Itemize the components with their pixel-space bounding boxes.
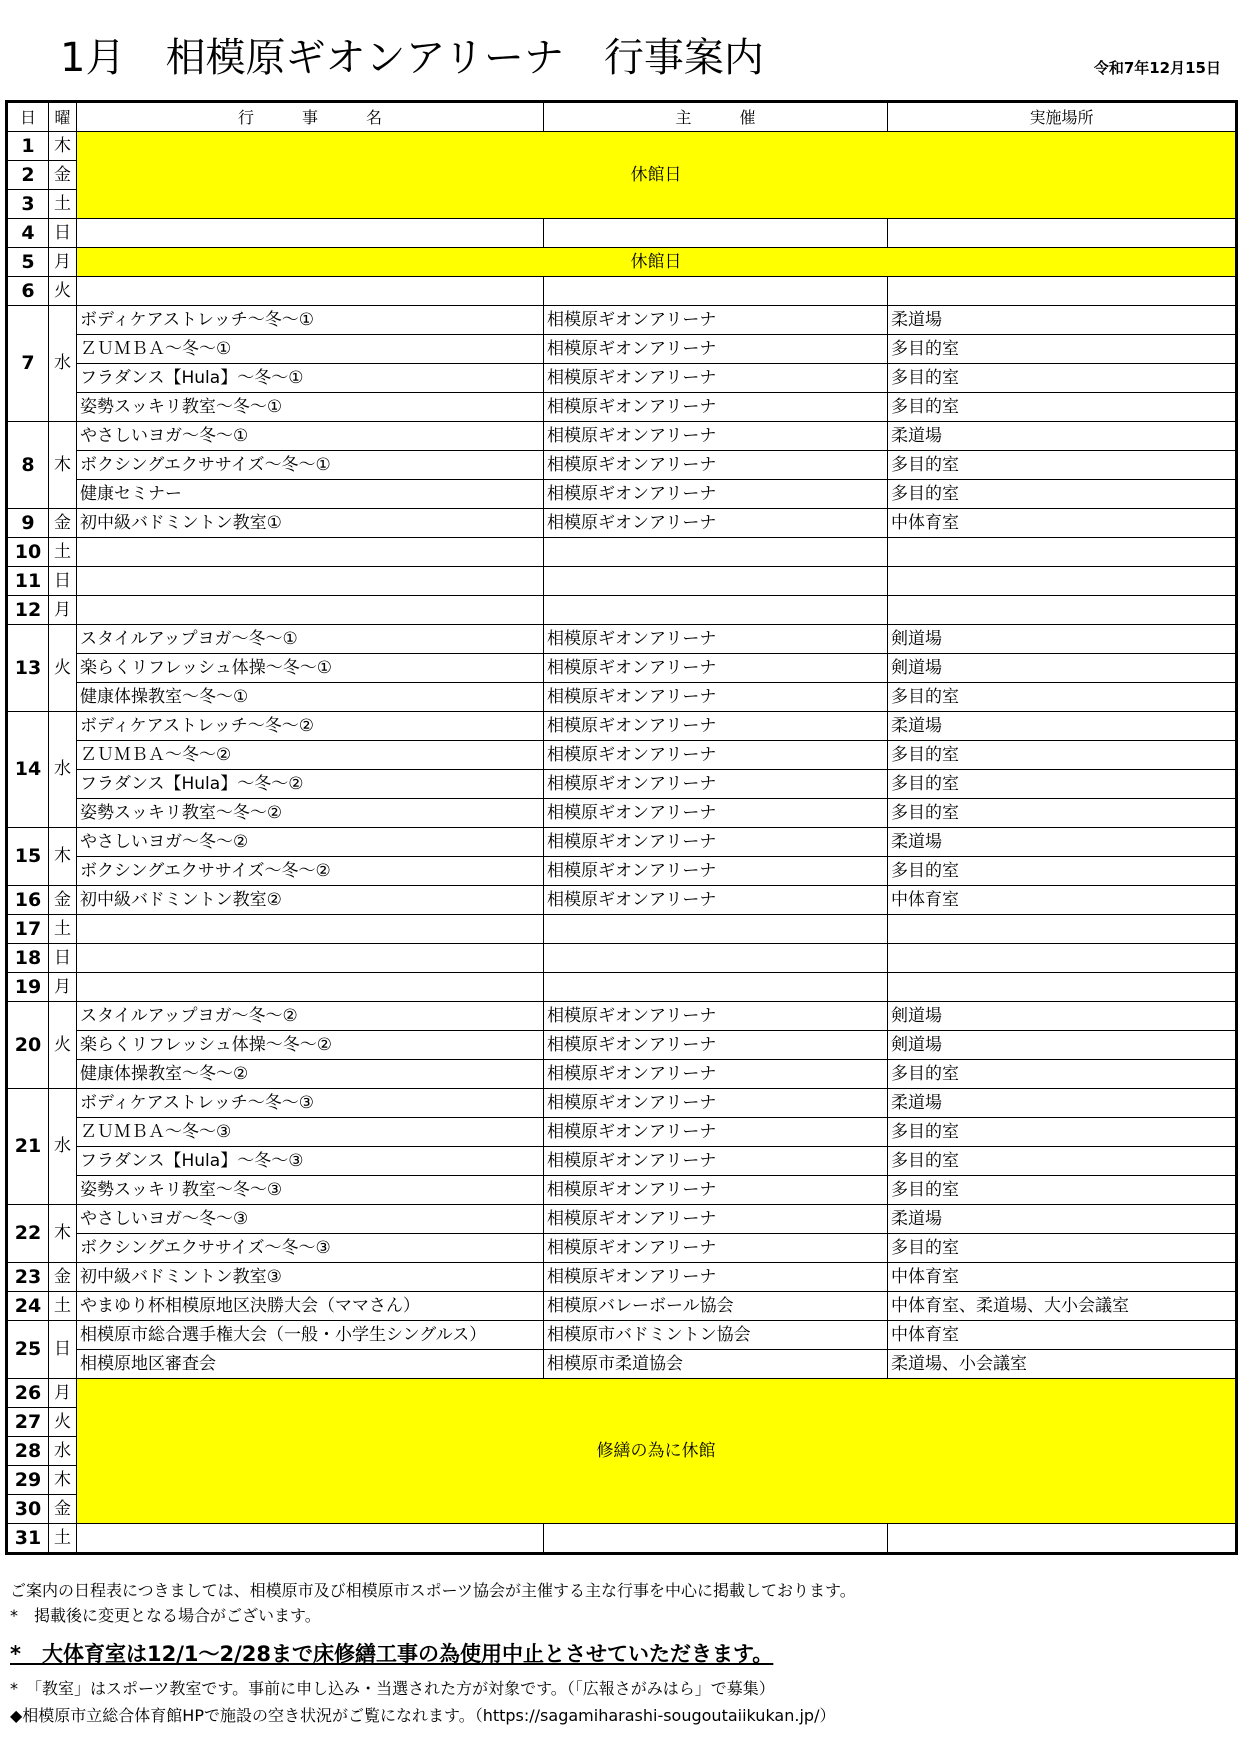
event-place: 多目的室	[888, 364, 1237, 393]
closure-notice: 休館日	[77, 248, 1237, 277]
event-place: 多目的室	[888, 393, 1237, 422]
day-number: 9	[7, 509, 49, 538]
event-host: 相模原ギオンアリーナ	[544, 1118, 888, 1147]
event-name: やさしいヨガ～冬～②	[77, 828, 544, 857]
event-place: 多目的室	[888, 799, 1237, 828]
event-row	[7, 1060, 1237, 1089]
event-place-empty	[888, 567, 1237, 596]
event-host: 相模原ギオンアリーナ	[544, 712, 888, 741]
event-name-empty	[77, 1524, 544, 1554]
weekday: 火	[49, 625, 77, 712]
schedule-table	[5, 100, 1238, 1555]
day-number: 24	[7, 1292, 49, 1321]
day-number: 5	[7, 248, 49, 277]
day-number: 15	[7, 828, 49, 886]
day-number: 14	[7, 712, 49, 828]
event-host-empty	[544, 915, 888, 944]
day-number: 16	[7, 886, 49, 915]
event-name: ボディケアストレッチ～冬～③	[77, 1089, 544, 1118]
day-number: 17	[7, 915, 49, 944]
event-place: 柔道場	[888, 1089, 1237, 1118]
weekday: 金	[49, 886, 77, 915]
weekday: 土	[49, 915, 77, 944]
weekday: 木	[49, 828, 77, 886]
event-name: やさしいヨガ～冬～③	[77, 1205, 544, 1234]
event-name: やさしいヨガ～冬～①	[77, 422, 544, 451]
event-place-empty	[888, 277, 1237, 306]
event-name-empty	[77, 944, 544, 973]
note-website: ◆相模原市立総合体育館HPで施設の空き状況がご覧になれます。（https://sagamiharashi-sougoutaiikukan.jp/）	[10, 1706, 836, 1725]
note-changes: * 掲載後に変更となる場合がございます。	[10, 1606, 321, 1625]
event-row	[7, 944, 1237, 973]
event-row	[7, 1147, 1237, 1176]
event-row	[7, 1031, 1237, 1060]
event-row	[7, 219, 1237, 248]
day-number: 11	[7, 567, 49, 596]
weekday: 金	[49, 509, 77, 538]
event-host-empty	[544, 538, 888, 567]
weekday: 月	[49, 973, 77, 1002]
event-place: 多目的室	[888, 683, 1237, 712]
event-host: 相模原ギオンアリーナ	[544, 886, 888, 915]
event-row	[7, 364, 1237, 393]
note-classes: * 「教室」はスポーツ教室です。事前に申し込み・当選された方が対象です。（「広報さがみはら」で募集）	[10, 1679, 775, 1698]
event-place: 多目的室	[888, 1060, 1237, 1089]
day-number: 27	[7, 1408, 49, 1437]
event-row	[7, 1263, 1237, 1292]
day-number: 6	[7, 277, 49, 306]
event-name-empty	[77, 277, 544, 306]
event-host: 相模原ギオンアリーナ	[544, 625, 888, 654]
event-name: ボディケアストレッチ～冬～①	[77, 306, 544, 335]
event-name-empty	[77, 915, 544, 944]
event-row	[7, 509, 1237, 538]
event-host: 相模原ギオンアリーナ	[544, 509, 888, 538]
event-host: 相模原ギオンアリーナ	[544, 857, 888, 886]
event-host-empty	[544, 1524, 888, 1554]
day-number: 12	[7, 596, 49, 625]
event-row	[7, 857, 1237, 886]
event-host: 相模原ギオンアリーナ	[544, 335, 888, 364]
event-host-empty	[544, 277, 888, 306]
event-host: 相模原ギオンアリーナ	[544, 1031, 888, 1060]
event-row	[7, 712, 1237, 741]
event-name: 楽らくリフレッシュ体操～冬～②	[77, 1031, 544, 1060]
header-host: 主 催	[544, 102, 888, 132]
event-row	[7, 451, 1237, 480]
event-place: 多目的室	[888, 1147, 1237, 1176]
event-host: 相模原ギオンアリーナ	[544, 654, 888, 683]
schedule-body	[7, 132, 1237, 1554]
event-host-empty	[544, 567, 888, 596]
event-place: 柔道場、小会議室	[888, 1350, 1237, 1379]
day-number: 2	[7, 161, 49, 190]
event-host: 相模原ギオンアリーナ	[544, 393, 888, 422]
event-host: 相模原ギオンアリーナ	[544, 306, 888, 335]
day-number: 10	[7, 538, 49, 567]
event-place: 柔道場	[888, 828, 1237, 857]
event-place: 剣道場	[888, 1002, 1237, 1031]
day-number: 25	[7, 1321, 49, 1379]
event-place: 多目的室	[888, 770, 1237, 799]
event-place: 多目的室	[888, 857, 1237, 886]
weekday: 水	[49, 712, 77, 828]
event-row	[7, 1234, 1237, 1263]
event-name-empty	[77, 973, 544, 1002]
event-host: 相模原ギオンアリーナ	[544, 1234, 888, 1263]
weekday: 火	[49, 1408, 77, 1437]
event-place-empty	[888, 219, 1237, 248]
event-host: 相模原ギオンアリーナ	[544, 1147, 888, 1176]
event-place-empty	[888, 1524, 1237, 1554]
event-row	[7, 1176, 1237, 1205]
day-number: 19	[7, 973, 49, 1002]
event-name: スタイルアップヨガ～冬～①	[77, 625, 544, 654]
weekday: 火	[49, 277, 77, 306]
weekday: 日	[49, 1321, 77, 1379]
event-row	[7, 799, 1237, 828]
event-place: 多目的室	[888, 335, 1237, 364]
event-row	[7, 654, 1237, 683]
weekday: 火	[49, 1002, 77, 1089]
event-place-empty	[888, 596, 1237, 625]
closure-notice: 修繕の為に休館	[77, 1379, 1237, 1524]
event-name: 健康体操教室～冬～①	[77, 683, 544, 712]
event-host: 相模原ギオンアリーナ	[544, 1002, 888, 1031]
day-row	[7, 248, 1237, 277]
event-host: 相模原ギオンアリーナ	[544, 1205, 888, 1234]
note-main-gym-closure: * 大体育室は12/1～2/28まで床修繕工事の為使用中止とさせていただきます。	[10, 1642, 774, 1666]
event-name: フラダンス【Hula】～冬～②	[77, 770, 544, 799]
event-row	[7, 306, 1237, 335]
day-number: 30	[7, 1495, 49, 1524]
event-place: 多目的室	[888, 1234, 1237, 1263]
weekday: 月	[49, 1379, 77, 1408]
event-host-empty	[544, 944, 888, 973]
event-row	[7, 1118, 1237, 1147]
event-place: 柔道場	[888, 422, 1237, 451]
day-number: 8	[7, 422, 49, 509]
event-host: 相模原ギオンアリーナ	[544, 422, 888, 451]
day-number: 23	[7, 1263, 49, 1292]
event-place-empty	[888, 973, 1237, 1002]
event-name: 楽らくリフレッシュ体操～冬～①	[77, 654, 544, 683]
event-place: 柔道場	[888, 1205, 1237, 1234]
event-place: 中体育室	[888, 1263, 1237, 1292]
event-name: 初中級バドミントン教室②	[77, 886, 544, 915]
day-number: 22	[7, 1205, 49, 1263]
event-place: 中体育室	[888, 1321, 1237, 1350]
event-place: 多目的室	[888, 1176, 1237, 1205]
event-place: 多目的室	[888, 480, 1237, 509]
event-name-empty	[77, 538, 544, 567]
weekday: 土	[49, 190, 77, 219]
event-name: 相模原市総合選手権大会（一般・小学生シングルス）	[77, 1321, 544, 1350]
event-name-empty	[77, 219, 544, 248]
event-name: 初中級バドミントン教室①	[77, 509, 544, 538]
event-name: ボディケアストレッチ～冬～②	[77, 712, 544, 741]
event-row	[7, 596, 1237, 625]
event-host: 相模原ギオンアリーナ	[544, 1263, 888, 1292]
event-row	[7, 973, 1237, 1002]
event-name: ＺＵＭＢＡ～冬～①	[77, 335, 544, 364]
day-number: 18	[7, 944, 49, 973]
event-row	[7, 770, 1237, 799]
event-place: 剣道場	[888, 625, 1237, 654]
event-host: 相模原ギオンアリーナ	[544, 480, 888, 509]
event-name: ＺＵＭＢＡ～冬～②	[77, 741, 544, 770]
event-row	[7, 393, 1237, 422]
weekday: 日	[49, 944, 77, 973]
event-host: 相模原ギオンアリーナ	[544, 683, 888, 712]
event-row	[7, 625, 1237, 654]
closure-notice: 休館日	[77, 132, 1237, 219]
weekday: 木	[49, 422, 77, 509]
event-row	[7, 567, 1237, 596]
event-host: 相模原ギオンアリーナ	[544, 1176, 888, 1205]
event-row	[7, 828, 1237, 857]
day-number: 4	[7, 219, 49, 248]
day-row	[7, 1379, 1237, 1408]
event-host-empty	[544, 973, 888, 1002]
event-host: 相模原ギオンアリーナ	[544, 770, 888, 799]
event-name: ボクシングエクササイズ～冬～③	[77, 1234, 544, 1263]
header-day: 日	[7, 102, 49, 132]
event-host: 相模原バレーボール協会	[544, 1292, 888, 1321]
event-row	[7, 1205, 1237, 1234]
event-row	[7, 1350, 1237, 1379]
event-name: ボクシングエクササイズ～冬～①	[77, 451, 544, 480]
event-row	[7, 1321, 1237, 1350]
event-name: 姿勢スッキリ教室～冬～②	[77, 799, 544, 828]
event-name: 姿勢スッキリ教室～冬～③	[77, 1176, 544, 1205]
event-name: 健康セミナー	[77, 480, 544, 509]
day-number: 28	[7, 1437, 49, 1466]
weekday: 木	[49, 132, 77, 161]
event-place: 柔道場	[888, 306, 1237, 335]
event-place: 中体育室	[888, 886, 1237, 915]
event-host: 相模原ギオンアリーナ	[544, 741, 888, 770]
day-number: 7	[7, 306, 49, 422]
weekday: 水	[49, 306, 77, 422]
page-title: 1月 相模原ギオンアリーナ 行事案内	[60, 35, 764, 81]
event-row	[7, 1089, 1237, 1118]
event-name: ＺＵＭＢＡ～冬～③	[77, 1118, 544, 1147]
weekday: 水	[49, 1437, 77, 1466]
weekday: 木	[49, 1205, 77, 1263]
weekday: 日	[49, 567, 77, 596]
event-name-empty	[77, 567, 544, 596]
day-number: 1	[7, 132, 49, 161]
day-number: 21	[7, 1089, 49, 1205]
event-host: 相模原市バドミントン協会	[544, 1321, 888, 1350]
event-name-empty	[77, 596, 544, 625]
day-number: 20	[7, 1002, 49, 1089]
event-row	[7, 422, 1237, 451]
event-row	[7, 741, 1237, 770]
weekday: 月	[49, 248, 77, 277]
event-row	[7, 335, 1237, 364]
weekday: 金	[49, 161, 77, 190]
event-name: フラダンス【Hula】～冬～③	[77, 1147, 544, 1176]
event-row	[7, 683, 1237, 712]
event-host-empty	[544, 596, 888, 625]
event-row	[7, 915, 1237, 944]
event-name: 相模原地区審査会	[77, 1350, 544, 1379]
day-row	[7, 132, 1237, 161]
event-place: 多目的室	[888, 451, 1237, 480]
event-host: 相模原ギオンアリーナ	[544, 1060, 888, 1089]
event-name: フラダンス【Hula】～冬～①	[77, 364, 544, 393]
event-host-empty	[544, 219, 888, 248]
weekday: 土	[49, 1292, 77, 1321]
weekday: 月	[49, 596, 77, 625]
event-place: 剣道場	[888, 654, 1237, 683]
event-place: 多目的室	[888, 1118, 1237, 1147]
event-host: 相模原市柔道協会	[544, 1350, 888, 1379]
event-host: 相模原ギオンアリーナ	[544, 451, 888, 480]
event-name: ボクシングエクササイズ～冬～②	[77, 857, 544, 886]
event-row	[7, 538, 1237, 567]
header-place: 実施場所	[888, 102, 1237, 132]
event-row	[7, 1292, 1237, 1321]
event-host: 相模原ギオンアリーナ	[544, 1089, 888, 1118]
event-name: スタイルアップヨガ～冬～②	[77, 1002, 544, 1031]
event-host: 相模原ギオンアリーナ	[544, 828, 888, 857]
event-row	[7, 1002, 1237, 1031]
event-row	[7, 277, 1237, 306]
day-number: 3	[7, 190, 49, 219]
weekday: 金	[49, 1495, 77, 1524]
event-name: 健康体操教室～冬～②	[77, 1060, 544, 1089]
event-name: やまゆり杯相模原地区決勝大会（ママさん）	[77, 1292, 544, 1321]
day-number: 29	[7, 1466, 49, 1495]
event-row	[7, 1524, 1237, 1554]
event-name: 初中級バドミントン教室③	[77, 1263, 544, 1292]
day-number: 13	[7, 625, 49, 712]
weekday: 水	[49, 1089, 77, 1205]
day-number: 26	[7, 1379, 49, 1408]
weekday: 土	[49, 538, 77, 567]
weekday: 土	[49, 1524, 77, 1554]
weekday: 日	[49, 219, 77, 248]
weekday: 木	[49, 1466, 77, 1495]
event-row	[7, 480, 1237, 509]
event-place: 中体育室	[888, 509, 1237, 538]
event-host: 相模原ギオンアリーナ	[544, 799, 888, 828]
event-row	[7, 886, 1237, 915]
event-name: 姿勢スッキリ教室～冬～①	[77, 393, 544, 422]
header-weekday: 曜	[49, 102, 77, 132]
event-place-empty	[888, 538, 1237, 567]
event-place: 多目的室	[888, 741, 1237, 770]
day-number: 31	[7, 1524, 49, 1554]
note-coverage: ご案内の日程表につきましては、相模原市及び相模原市スポーツ協会が主催する主な行事を中心に掲載しております。	[10, 1581, 856, 1600]
weekday: 金	[49, 1263, 77, 1292]
issue-date: 令和7年12月15日	[1093, 59, 1221, 77]
event-place-empty	[888, 944, 1237, 973]
event-place: 柔道場	[888, 712, 1237, 741]
header-event: 行 事 名	[77, 102, 544, 132]
event-host: 相模原ギオンアリーナ	[544, 364, 888, 393]
event-place: 剣道場	[888, 1031, 1237, 1060]
event-place: 中体育室、柔道場、大小会議室	[888, 1292, 1237, 1321]
header-row	[7, 102, 1237, 132]
event-place-empty	[888, 915, 1237, 944]
